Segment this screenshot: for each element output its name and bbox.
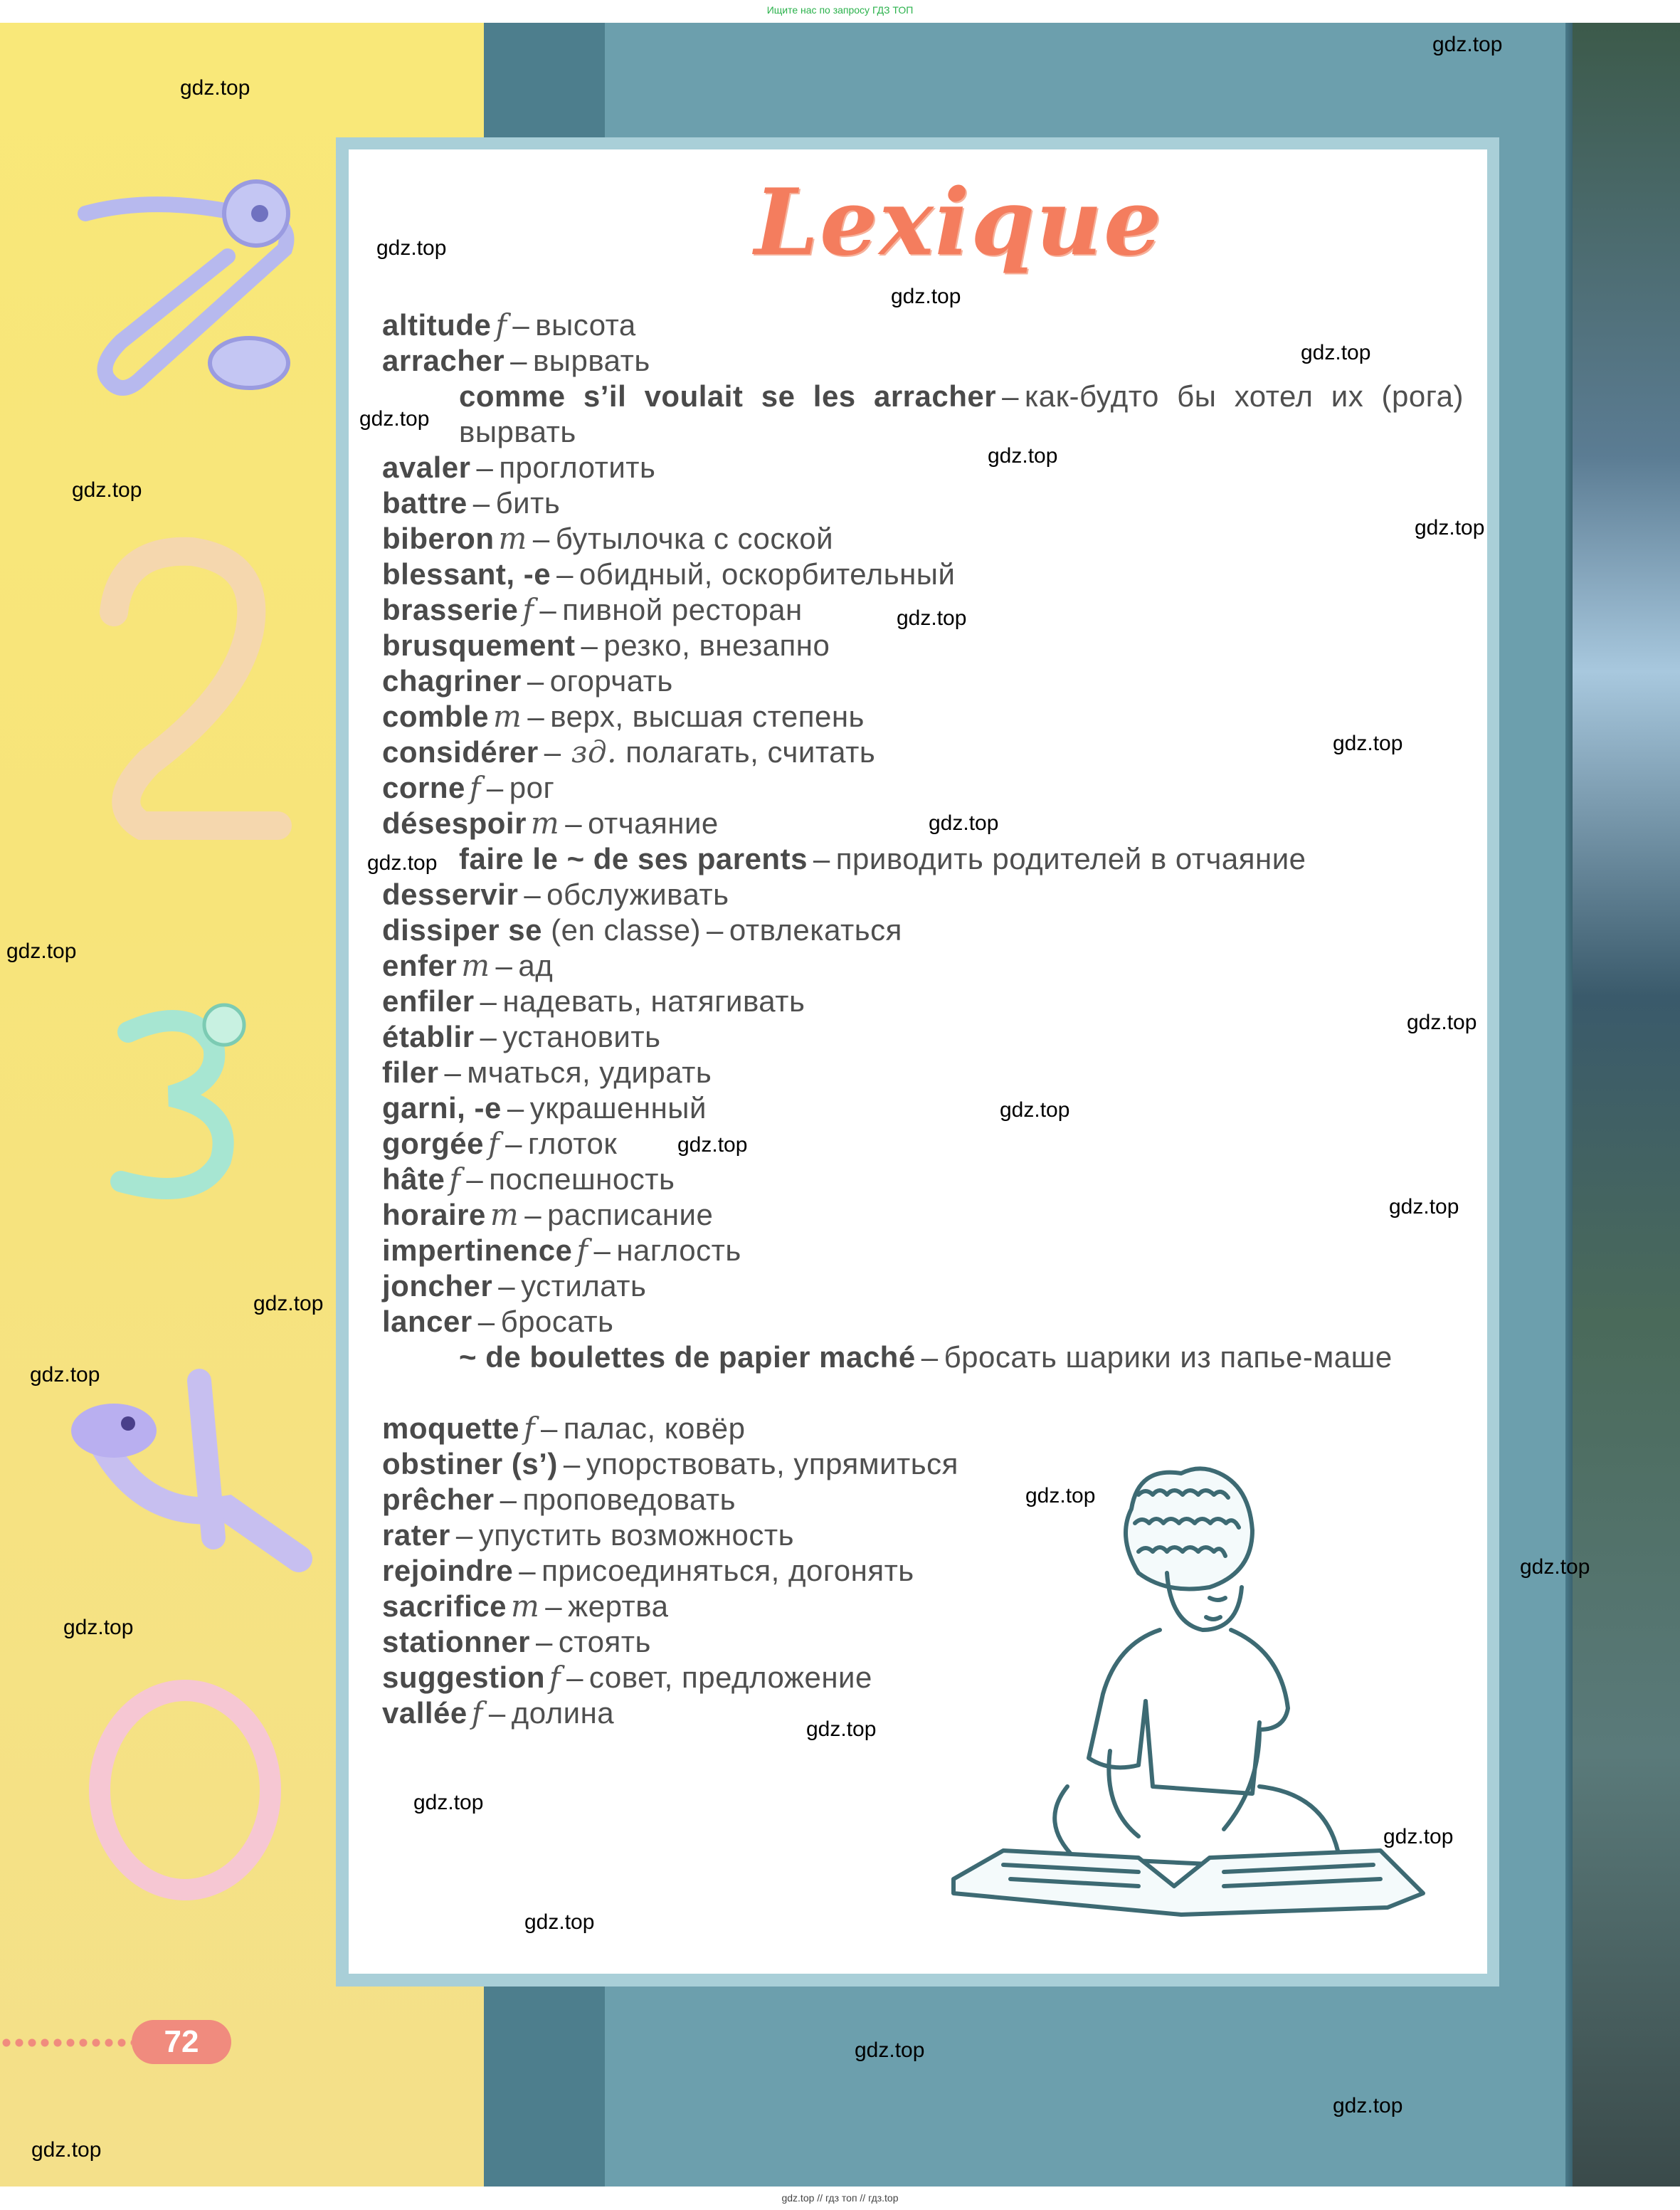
russian-translation: отчаяние [588,806,719,840]
french-word: comble [382,700,490,733]
french-word: ~ de boulettes de papier maché [459,1340,916,1374]
russian-translation: вырвать [532,344,650,377]
doodle-number-one-icon [57,178,313,413]
gender-marker: f [524,1411,536,1446]
vocab-entry: rater – упустить возможность [382,1518,795,1552]
russian-translation: высота [535,308,636,342]
french-word: stationner [382,1625,531,1658]
french-word: dissiper se [382,913,542,947]
russian-translation: долина [511,1696,615,1730]
gender-marker: m [493,699,522,734]
gender-marker: f [449,1162,461,1196]
watermark: gdz.top [1025,1484,1096,1507]
russian-translation: бутылочка с соской [555,522,834,555]
teal-bottom-dark-band [484,1986,605,2187]
vocab-entry: gorgée f – глоток [382,1126,618,1161]
russian-translation: верх, высшая степень [550,700,865,733]
vocab-entry: enfer m – ад [382,948,554,983]
french-word: vallée [382,1696,467,1730]
vocab-entry: brusquement – резко, внезапно [382,628,830,662]
vocab-entry: brasserie f – пивной ресторан [382,592,803,627]
russian-translation: отвлекаться [729,913,902,947]
teal-top-dark-band [484,23,605,147]
french-word: établir [382,1020,475,1053]
vocab-entry: battre – бить [382,486,561,520]
vocab-entry: désespoir m – отчаяние [382,806,719,841]
french-word: sacrifice [382,1589,507,1623]
gender-marker: f [469,770,481,805]
vocab-subentry: faire le ~ de ses parents – приводить родителей в отчаяние [459,842,1306,875]
doodle-number-zero-icon [64,1673,306,1908]
russian-translation: совет, предложение [588,1661,872,1694]
gender-marker: f [471,1695,483,1730]
french-word: avaler [382,451,471,484]
russian-translation: бросать [500,1305,614,1338]
vocab-entry: desservir – обслуживать [382,878,729,911]
french-word: enfer [382,949,458,982]
watermark: gdz.top [1383,1825,1454,1848]
vocab-entry: garni, -e – украшенный [382,1091,707,1125]
vocab-entry: considérer – зд. полагать, считать [382,735,876,769]
watermark: gdz.top [988,444,1058,468]
watermark: gdz.top [63,1616,134,1639]
russian-translation: глоток [527,1127,618,1160]
watermark: gdz.top [30,1363,100,1386]
russian-translation: мчаться, удирать [467,1056,712,1089]
teal-bottom-band [484,1986,1580,2187]
watermark: gdz.top [806,1717,877,1741]
french-word: obstiner (s’) [382,1447,558,1480]
watermark: gdz.top [1301,341,1371,364]
boy-reading-illustration [925,1452,1437,1936]
footer-note: gdz.top // гдз топ // гдз.top [781,2192,899,2204]
vocab-entry: sacrifice m – жертва [382,1589,669,1624]
vocab-entry: suggestion f – совет, предложение [382,1660,872,1695]
russian-translation: устилать [521,1269,647,1303]
watermark: gdz.top [253,1292,324,1315]
vocab-subentry: comme s’il voulait se les arracher – как-будто бы хотел их (рога) вырвать [459,379,1464,448]
page-title: Lexique [754,169,1163,276]
vocab-entry: hâte f – поспешность [382,1162,675,1196]
watermark: gdz.top [413,1791,484,1814]
gender-marker: f [522,592,534,627]
russian-translation: полагать, считать [625,735,876,769]
next-page-photo [1573,23,1680,2187]
watermark: gdz.top [180,76,250,100]
gender-marker: f [576,1233,588,1268]
russian-translation: обслуживать [546,878,729,911]
watermark: gdz.top [891,285,961,308]
vocab-entry: prêcher – проповедовать [382,1483,736,1516]
russian-translation: как-будто бы хотел их (рога) вырвать [459,379,1464,448]
vocab-entry: avaler – проглотить [382,451,656,484]
french-word: considérer [382,735,539,769]
french-word: moquette [382,1411,519,1445]
watermark: gdz.top [1000,1098,1070,1122]
russian-translation: наглость [616,1233,741,1267]
page-number-badge: 72 [132,2020,231,2064]
russian-translation: надевать, натягивать [502,984,805,1018]
vocab-entry: stationner – стоять [382,1625,651,1658]
russian-translation: проповедовать [522,1483,736,1516]
french-word: corne [382,771,465,804]
watermark: gdz.top [376,236,447,260]
russian-translation: резко, внезапно [603,628,830,662]
french-word: desservir [382,878,519,911]
watermark: gdz.top [1415,516,1485,540]
russian-translation: присоединяться, догонять [541,1554,914,1587]
doodle-number-two-icon [64,534,299,854]
russian-translation: поспешность [489,1162,675,1196]
page-number-dots [0,2038,132,2047]
french-word: brasserie [382,593,519,626]
vocab-entry: lancer – бросать [382,1305,614,1338]
french-word: rater [382,1518,450,1552]
watermark: gdz.top [1432,33,1503,56]
watermark: gdz.top [31,2138,102,2162]
gender-marker: m [490,1197,519,1232]
watermark: gdz.top [1333,2094,1403,2117]
watermark: gdz.top [72,478,142,502]
watermark: gdz.top [524,1910,595,1934]
gender-marker: f [549,1660,561,1695]
french-word: gorgée [382,1127,485,1160]
french-word: joncher [382,1269,493,1303]
russian-translation: расписание [547,1198,714,1231]
french-word: filer [382,1056,439,1089]
russian-translation: бросать шарики из папье-маше [944,1340,1393,1374]
usage-note: зд. [571,735,618,769]
russian-translation: обидный, оскорбительный [579,557,956,591]
gender-marker: f [488,1126,500,1161]
gender-marker: m [510,1589,540,1624]
watermark: gdz.top [1389,1195,1459,1219]
russian-translation: палас, ковёр [563,1411,746,1445]
vocab-entry: arracher – вырвать [382,344,650,377]
watermark: gdz.top [6,940,77,963]
french-word: altitude [382,308,492,342]
french-word: rejoindre [382,1554,514,1587]
french-word: horaire [382,1198,486,1231]
french-word: impertinence [382,1233,573,1267]
teal-top-band [484,23,1580,147]
french-word: suggestion [382,1661,546,1694]
watermark: gdz.top [929,811,999,835]
gender-marker: m [461,948,490,983]
russian-translation: огорчать [549,664,673,698]
french-word: arracher [382,344,505,377]
watermark: gdz.top [359,407,430,431]
watermark: gdz.top [367,851,438,875]
french-word: enfiler [382,984,475,1018]
french-word: prêcher [382,1483,495,1516]
vocab-entry: horaire m – расписание [382,1197,714,1232]
russian-translation: упорствовать, упрямиться [586,1447,958,1480]
watermark: gdz.top [1520,1555,1590,1579]
french-word: comme s’il voulait se les arracher [459,379,997,413]
russian-translation: украшенный [529,1091,707,1125]
french-word: désespoir [382,806,527,840]
vocab-entry: moquette f – палас, ковёр [382,1411,746,1446]
vocab-entry: altitude f – высота [382,307,636,342]
vocab-entry: comble m – верх, высшая степень [382,699,865,734]
vocab-entry: filer – мчаться, удирать [382,1056,712,1089]
header-note: Ищите нас по запросу ГДЗ ТОП [766,4,914,16]
russian-translation: рог [509,771,555,804]
watermark: gdz.top [677,1133,748,1157]
vocab-entry: blessant, -e – обидный, оскорбительный [382,557,956,591]
vocab-subentry: ~ de boulettes de papier maché – бросать шарики из папье-маше [459,1340,1393,1374]
vocab-entry: obstiner (s’) – упорствовать, упрямиться [382,1447,958,1480]
usage-extra: (en classe) [551,913,702,947]
gender-marker: m [498,521,527,556]
russian-translation: установить [502,1020,661,1053]
vocab-entry: corne f – рог [382,770,555,805]
french-word: garni, -e [382,1091,502,1125]
french-word: faire le ~ de ses parents [459,842,808,875]
watermark: gdz.top [1407,1011,1477,1034]
russian-translation: жертва [568,1589,669,1623]
gender-marker: f [495,307,507,342]
vocab-entry: biberon m – бутылочка с соской [382,521,834,556]
watermark: gdz.top [897,606,967,630]
vocab-entry: joncher – устилать [382,1269,647,1303]
russian-translation: пивной ресторан [562,593,803,626]
french-word: biberon [382,522,495,555]
vocab-entry: dissiper se (en classe) – отвлекаться [382,913,902,947]
french-word: hâte [382,1162,445,1196]
russian-translation: стоять [558,1625,651,1658]
watermark: gdz.top [1333,732,1403,755]
russian-translation: упустить возможность [478,1518,795,1552]
vocab-entry: rejoindre – присоединяться, догонять [382,1554,914,1587]
french-word: blessant, -e [382,557,551,591]
watermark: gdz.top [855,2038,925,2062]
russian-translation: ад [518,949,554,982]
doodle-number-three-icon [50,989,278,1203]
vocab-entry: enfiler – надевать, натягивать [382,984,805,1018]
french-word: brusquement [382,628,576,662]
vocab-entry: vallée f – долина [382,1695,615,1730]
doodle-number-four-icon [50,1352,320,1587]
french-word: lancer [382,1305,472,1338]
gender-marker: m [530,806,560,841]
vocab-entry: chagriner – огорчать [382,664,673,698]
russian-translation: приводить родителей в отчаяние [835,842,1306,875]
french-word: chagriner [382,664,522,698]
vocab-entry: établir – установить [382,1020,661,1053]
russian-translation: бить [495,486,561,520]
vocab-entry: impertinence f – наглость [382,1233,741,1268]
russian-translation: проглотить [499,451,656,484]
french-word: battre [382,486,467,520]
